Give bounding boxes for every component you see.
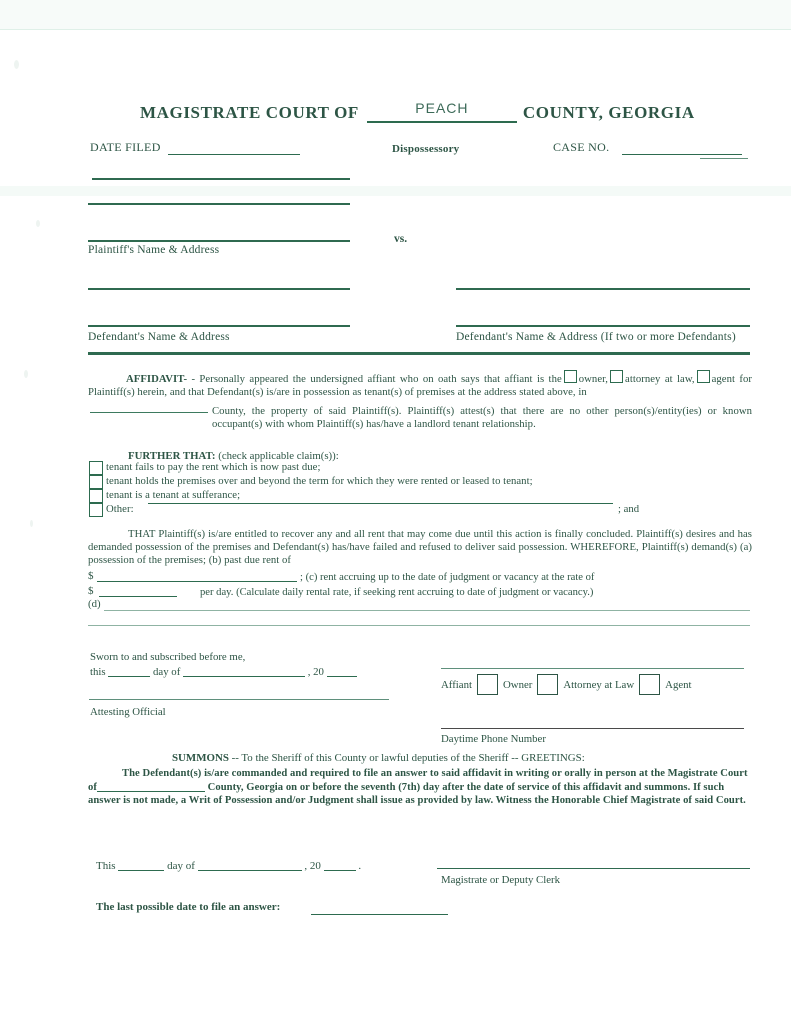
wherefore-paragraph: THAT Plaintiff(s) is/are entitled to recover any and all rent that may come due until this action is finally concluded. Plaintiff(s) desires and has demanded possession of the premises and Defendant(s) has/have failed and refused to deliver said possession. WHEREFORE, Plaintiff(s) demand(s) (a) possession of the premises; (b) past due rent of — [88, 528, 752, 567]
defendant2-line-2 — [456, 325, 750, 327]
item-d-label: (d) — [88, 598, 101, 610]
defendant-line-2 — [88, 325, 350, 327]
versus-label: vs. — [394, 233, 408, 245]
item-d-blank-line-2[interactable] — [88, 625, 750, 626]
sworn-month-blank[interactable] — [183, 676, 305, 677]
sworn-day-of-label: day of — [153, 666, 181, 678]
affiant-agent-label: Agent — [665, 678, 692, 691]
magistrate-signature-line[interactable] — [437, 868, 750, 869]
affiant-attorney-label: Attorney at Law — [563, 678, 635, 691]
item-d-blank-line-1[interactable] — [104, 610, 750, 611]
magistrate-label: Magistrate or Deputy Clerk — [441, 874, 561, 886]
plaintiff-line-1 — [88, 203, 350, 205]
past-due-rent-currency: $ — [88, 570, 94, 582]
plaintiff-line-2 — [88, 240, 350, 242]
affidavit-text-1: - Personally appeared the undersigned affiant who on oath says that affiant is the — [191, 373, 562, 385]
agent-checkbox[interactable] — [697, 370, 710, 383]
summons-heading-row — [172, 752, 585, 764]
rent-accruing-text: ; (c) rent accruing up to the date of judgment or vacancy at the rate of — [300, 572, 595, 583]
affiant-owner-label: Owner — [502, 678, 533, 691]
defendant2-label: Defendant's Name & Address (If two or more Defendants) — [456, 331, 736, 343]
affidavit-paragraph — [88, 370, 752, 399]
affiant-role-row — [441, 674, 751, 695]
affiant-attorney-checkbox[interactable] — [537, 674, 558, 695]
affidavit-heading: AFFIDAVIT- — [126, 373, 188, 385]
date-filed-blank — [168, 154, 300, 155]
affiant-owner-checkbox[interactable] — [477, 674, 498, 695]
claim-label-2: tenant holds the premises over and beyond the term for which they were rented or leased to tenant; — [106, 475, 533, 487]
court-title-suffix: COUNTY, GEORGIA — [522, 103, 695, 122]
date-filed-label: DATE FILED — [90, 140, 161, 154]
sworn-line-1: Sworn to and subscribed before me, — [90, 651, 246, 663]
attesting-official-label: Attesting Official — [90, 706, 166, 718]
last-date-blank[interactable] — [311, 914, 448, 915]
sworn-day-blank[interactable] — [108, 676, 150, 677]
form-type-label: Dispossessory — [392, 143, 460, 155]
court-header — [140, 100, 710, 123]
summons-body-2: County, Georgia on or before the seventh (7th) day after the date of service of this affidavit and summons. If such answer is not made, a Writ of Possession and/or Judgment shall issue as provided by law. Witness the Honorable Chief Magistrate of said Court. — [88, 781, 746, 807]
footer-year-prefix: , 20 — [304, 860, 321, 872]
defendant2-line-1 — [456, 288, 750, 290]
attorney-checkbox[interactable] — [610, 370, 623, 383]
footer-month-blank[interactable] — [198, 870, 302, 871]
daytime-phone-line[interactable] — [441, 728, 744, 729]
further-that-title: FURTHER THAT: — [128, 450, 216, 462]
other-claim-blank[interactable] — [148, 503, 613, 504]
owner-checkbox[interactable] — [564, 370, 577, 383]
sworn-this-label: this — [90, 666, 106, 678]
sworn-year-blank[interactable] — [327, 676, 357, 677]
claim-checkbox-3[interactable] — [89, 489, 103, 503]
footer-this-label: This — [96, 860, 116, 872]
summons-body-1: The Defendant(s) is/are commanded and required to file an answer to said affidavit in writing or orally in person at the Magistrate Court of — [88, 768, 748, 793]
summons-heading-rest: -- To the Sheriff of this County or lawful deputies of the Sheriff -- GREETINGS: — [231, 752, 585, 764]
other-trailing-text: ; and — [618, 503, 640, 515]
affidavit-agent-label: agent for Plaintiff(s) herein, and that Defendant(s) is/are in possession as tenant(s) of premises at the address stated above, in — [88, 373, 753, 399]
county-value: PEACH — [415, 100, 469, 116]
header-rule — [92, 178, 350, 180]
case-no-label: CASE NO. — [553, 140, 610, 154]
sworn-block — [90, 650, 357, 680]
claim-checkbox-2[interactable] — [89, 475, 103, 489]
footer-day-blank[interactable] — [118, 870, 164, 871]
sworn-year-prefix: , 20 — [307, 666, 324, 678]
affidavit-county-blank[interactable] — [90, 412, 208, 413]
daily-rate-currency: $ — [88, 585, 94, 597]
past-due-rent-blank[interactable] — [97, 581, 297, 582]
defendant-line-1 — [88, 288, 350, 290]
affiant-label: Affiant — [441, 678, 472, 691]
footer-day-of-label: day of — [167, 860, 195, 872]
claim-checkbox-1[interactable] — [89, 461, 103, 475]
court-title-prefix: MAGISTRATE COURT OF — [140, 103, 359, 122]
case-no-blank-extension — [700, 158, 748, 159]
county-fill-blank — [367, 100, 517, 123]
claim-label-4: Other: — [106, 503, 134, 515]
attesting-official-signature-line[interactable] — [89, 699, 389, 700]
further-that-instruction: (check applicable claim(s)): — [218, 450, 339, 462]
affiant-signature-line[interactable] — [441, 668, 744, 669]
summons-heading: SUMMONS — [172, 752, 229, 764]
affidavit-owner-label: owner, — [578, 373, 609, 385]
case-no-blank — [622, 154, 742, 155]
daytime-phone-label: Daytime Phone Number — [441, 733, 546, 745]
affidavit-text-2: County, the property of said Plaintiff(s). Plaintiff(s) attest(s) that there are no other person(s)/entity(ies) or known occupant(s) with whom Plaintiff(s) has/have a landlord tenant relationship. — [212, 405, 752, 431]
footer-date-row: This day of , 20 . — [96, 860, 362, 872]
summons-county-blank[interactable] — [97, 791, 205, 792]
claim-label-1: tenant fails to pay the rent which is now past due; — [106, 461, 321, 473]
sworn-date-row — [90, 665, 357, 680]
defendant-label: Defendant's Name & Address — [88, 331, 230, 343]
claim-checkbox-4[interactable] — [89, 503, 103, 517]
footer-year-blank[interactable] — [324, 870, 356, 871]
plaintiff-label: Plaintiff's Name & Address — [88, 244, 220, 256]
claim-label-3: tenant is a tenant at sufferance; — [106, 489, 241, 501]
caption-separator-rule — [88, 352, 750, 355]
summons-body — [88, 767, 752, 808]
affidavit-attorney-label: attorney at law, — [625, 373, 695, 385]
daily-rate-text: per day. (Calculate daily rental rate, if seeking rent accruing to date of judgment or vacancy.) — [200, 587, 594, 598]
daily-rate-blank[interactable] — [99, 596, 177, 597]
affiant-agent-checkbox[interactable] — [639, 674, 660, 695]
last-date-label: The last possible date to file an answer: — [96, 901, 281, 913]
